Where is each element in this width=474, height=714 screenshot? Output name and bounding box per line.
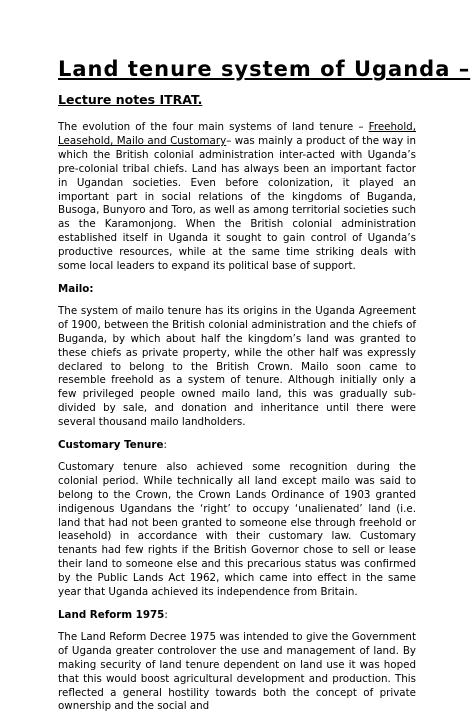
section-text-land-reform-1975: The Land Reform Decree 1975 was intended to give the Government of Uganda greater controlover the use and management of land. By making security of land tenure dependent on land use it was hoped that this would boost agricultural development and production. This reflected a general hostility towards both the concept of private ownership and the social and bbox=[58, 630, 416, 713]
intro-tenure-types: Freehold, Leasehold, Mailo and Customary bbox=[58, 121, 416, 147]
intro-text-after: – was mainly a product of the way in which the British colonial administration inter-acted with Uganda’s pre-colonial tribal chiefs. Land has always been an important factor in Ugandan societies. Even before colonization, it played an important part in social relations of the kingdoms of Buganda, Busoga, Bunyoro and Toro, as well as among territorial societies such as the Karamonjong. When the British colonial administration established itself in Uganda it sought to gain control of Uganda’s productive resources, while at the same time striking deals with some local leaders to expand its political base of support. bbox=[58, 134, 417, 273]
section-heading-label: Mailo bbox=[58, 282, 90, 295]
intro-text-before: The evolution of the four main systems of land tenure – bbox=[58, 121, 369, 133]
section-heading-label: Customary Tenure bbox=[58, 439, 164, 452]
intro-paragraph bbox=[58, 121, 416, 274]
section-heading-colon: : bbox=[89, 282, 94, 295]
section-heading-label: Land Reform 1975 bbox=[58, 609, 165, 621]
section-text-customary-tenure: Customary tenure also achieved some recognition during the colonial period. While technically all land except mailo was said to belong to the Crown, the Crown Lands Ordinance of 1903 granted indigenous Ugandans the ‘right’ to occupy ‘unalienated’ land (i.e. land that had not been granted to someone else through freehold or leasehold) in accordance with their customary law. Customary tenants had few rights if the British Governor chose to sell or lease their land to someone else and this precarious status was confirmed by the Public Lands Act 1962, which came into effect in the same year that Uganda achieved its independence from Britain. bbox=[58, 460, 416, 599]
section-heading-colon: : bbox=[164, 609, 168, 621]
section-heading-land-reform-1975 bbox=[58, 609, 416, 623]
document-subtitle: Lecture notes ITRAT. bbox=[58, 92, 203, 107]
section-text-mailo: The system of mailo tenure has its origins in the Uganda Agreement of 1900, between the British colonial administration and the chiefs of Buganda, by which about half the kingdom’s land was granted to these chiefs as private property, while the other half was expressly declared to belong to the British Crown. Mailo soon came to resemble freehold as a system of tenure. Although initially only a few privileged people owned mailo land, this was gradually sub-divided by sale, and donation and inheritance until there were several thousand mailo landholders. bbox=[58, 304, 416, 429]
section-heading-colon: : bbox=[163, 439, 167, 452]
section-heading-mailo bbox=[58, 283, 416, 297]
document-title: Land tenure system of Uganda – bbox=[58, 57, 471, 81]
section-heading-customary-tenure bbox=[58, 439, 416, 453]
